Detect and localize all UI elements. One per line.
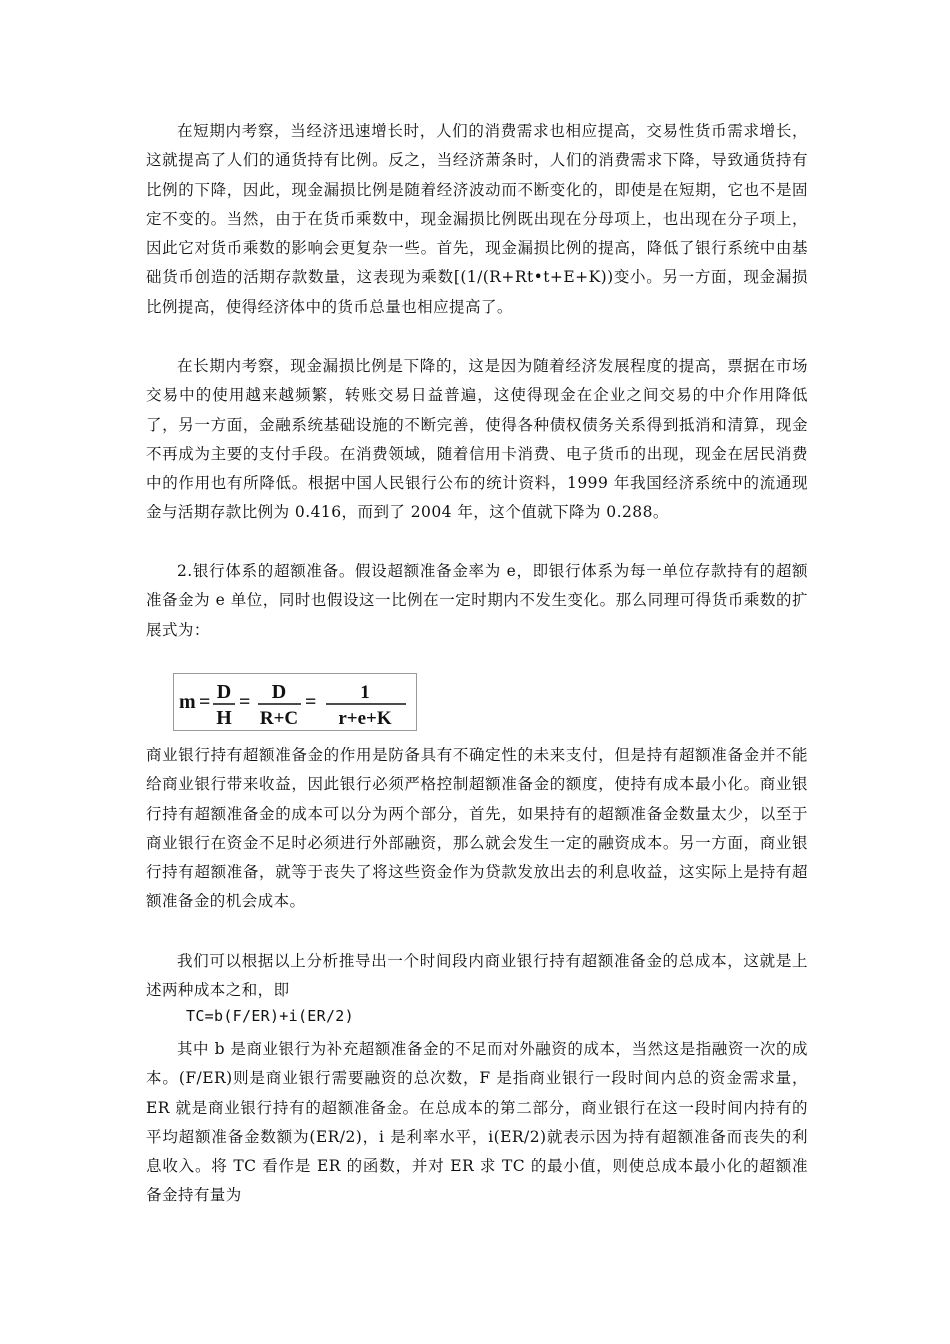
money-multiplier-formula xyxy=(173,673,417,731)
formula-fraction3-numerator: 1 xyxy=(360,682,370,703)
formula-equals-1: = xyxy=(199,691,211,713)
formula-m: m xyxy=(179,691,196,713)
formula-equals-2: = xyxy=(239,691,251,713)
formula-fraction1-denominator: H xyxy=(216,707,232,729)
paragraph-total-cost-intro: 我们可以根据以上分析推导出一个时间段内商业银行持有超额准备金的总成本，这就是上述两种成本之和，即 xyxy=(146,952,808,1000)
paragraph-excess-reserve-cost: 商业银行持有超额准备金的作用是防备具有不确定性的未来支付，但是持有超额准备金并不能给商业银行带来收益，因此银行必须严格控制超额准备金的额度，使持有成本最小化。商业银行持有超额准备金的成本可以分为两个部分，首先，如果持有的超额准备金数量太少，以至于商业银行在资金不足时必须进行外部融资，那么就会发生一定的融资成本。另一方面，商业银行持有超额准备，就等于丧失了将这些资金作为贷款发放出去的利息收益，这实际上是持有超额准备金的机会成本。 xyxy=(146,746,808,911)
paragraph-long-term-cash-leakage: 在长期内考察，现金漏损比例是下降的，这是因为随着经济发展程度的提高，票据在市场交易中的使用越来越频繁，转账交易日益普遍，这使得现金在企业之间交易的中介作用降低了，另一方面，金融系统基础设施的不断完善，使得各种债权债务关系得到抵消和清算，现金不再成为主要的支付手段。在消费领域，随着信用卡消费、电子货币的出现，现金在居民消费中的作用也有所降低。根据中国人民银行公布的统计资料，1999 年我国经济系统中的流通现金与活期存款比例为 0.416，而到了 2004 年，这个值就下降为 0.288。 xyxy=(146,357,808,522)
formula-fraction2-numerator: D xyxy=(271,681,287,703)
paragraph-short-term-cash-leakage: 在短期内考察，当经济迅速增长时，人们的消费需求也相应提高，交易性货币需求增长，这就提高了人们的通货持有比例。反之，当经济萧条时，人们的消费需求下降，导致通货持有比例的下降，因此，现金漏损比例是随着经济波动而不断变化的，即使是在短期，它也不是固定不变的。当然，由于在货币乘数中，现金漏损比例既出现在分母项上，也出现在分子项上，因此它对货币乘数的影响会更复杂一些。首先，现金漏损比例的提高，降低了银行系统中由基础货币创造的活期存款数量，这表现为乘数[(1/(R+Rt•t+E+K))变小。另一方面，现金漏损比例提高，使得经济体中的货币总量也相应提高了。 xyxy=(146,122,808,316)
paragraph-cost-explanation: 其中 b 是商业银行为补充超额准备金的不足而对外融资的成本，当然这是指融资一次的成本。(F/ER)则是商业银行需要融资的总次数，F 是指商业银行一段时间内总的资金需求量，ER 就是商业银行持有的超额准备金。在总成本的第二部分，商业银行在这一段时间内持有的平均超额准备金数额为(ER/2)，i 是利率水平，i(ER/2)就表示因为持有超额准备而丧失的利息收入。将 TC 看作是 ER 的函数，并对 ER 求 TC 的最小值，则使总成本最小化的超额准备金持有量为 xyxy=(146,1040,808,1205)
formula-equals-3: = xyxy=(305,691,317,713)
formula-fraction3-denominator: r+e+K xyxy=(338,708,392,729)
total-cost-equation: TC=b(F/ER)+i(ER/2) xyxy=(186,1007,354,1025)
formula-fraction2-denominator: R+C xyxy=(259,708,299,729)
formula-fraction1-numerator: D xyxy=(216,681,232,703)
formula-graphic xyxy=(174,674,416,730)
paragraph-excess-reserves: 2.银行体系的超额准备。假设超额准备金率为 e，即银行体系为每一单位存款持有的超额准备金为 e 单位，同时也假设这一比例在一定时期内不发生变化。那么同理可得货币乘数的扩展式为： xyxy=(146,562,808,639)
